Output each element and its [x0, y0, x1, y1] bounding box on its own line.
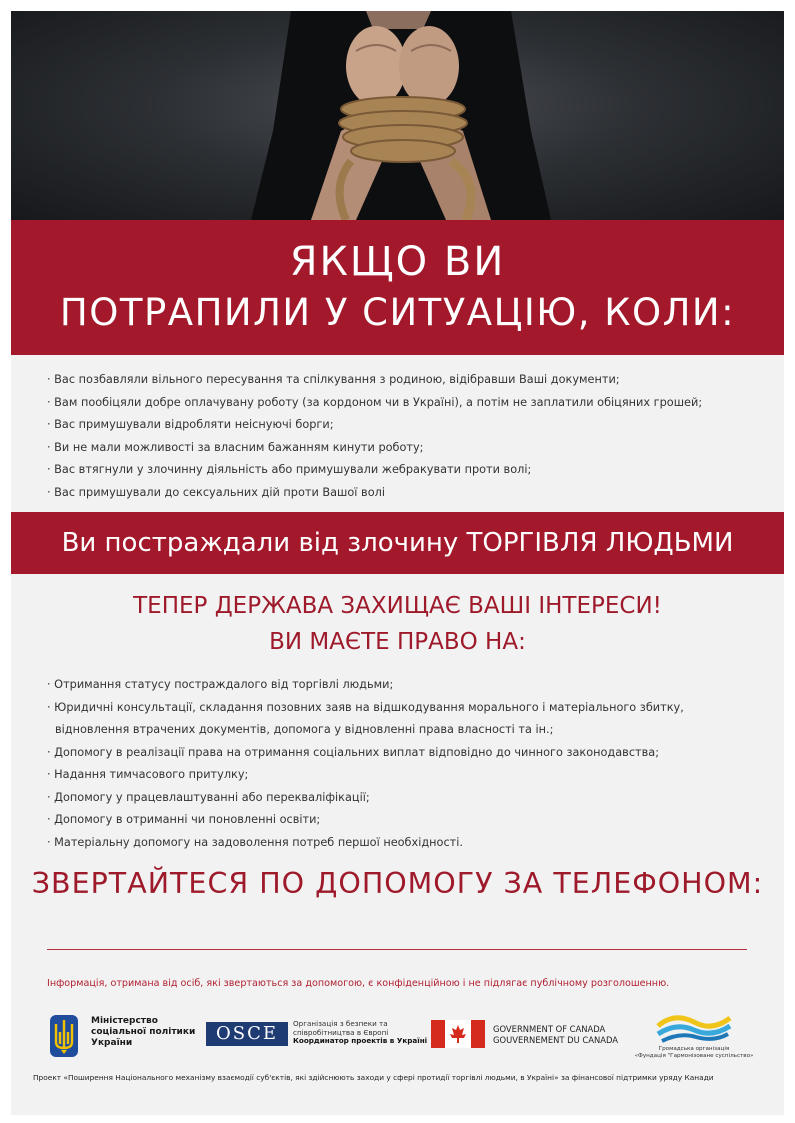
confidentiality-note: Інформація, отримана від осіб, які звертаються за допомогою, є конфіденційною і не підлягає публічному розголошенню.	[47, 978, 670, 989]
list-item: відновлення втрачених документів, допомога у відновленні права власності та ін.;	[55, 723, 554, 736]
harmony-text-2: «Фундація "Гармонізоване суспільство»	[634, 1053, 754, 1059]
call-for-help-heading: ЗВЕРТАЙТЕСЯ ПО ДОПОМОГУ ЗА ТЕЛЕФОНОМ:	[31, 867, 764, 900]
osce-text-1: Організація з безпеки та	[293, 1019, 388, 1028]
list-item: · Вас втягнули у злочинну діяльність або примушували жебракувати проти волі;	[47, 463, 532, 476]
poster	[11, 11, 784, 1115]
trafficking-banner: Ви постраждали від злочину ТОРГІВЛЯ ЛЮДЬМИ	[11, 512, 784, 574]
osce-text-2: співробітництва в Європі	[293, 1027, 389, 1037]
waves-icon	[654, 1010, 734, 1044]
header-banner	[11, 220, 784, 355]
project-footer: Проект «Поширення Національного механізму взаємодії суб'єктів, які здійснюють заходи у сфері протидії торгівлі людьми, в Україні» за фінансової підтримки уряду Канади	[33, 1073, 714, 1082]
state-protects-heading: ТЕПЕР ДЕРЖАВА ЗАХИЩАЄ ВАШІ ІНТЕРЕСИ!	[133, 593, 662, 619]
list-item: · Допомогу у працевлаштуванні або перекваліфікації;	[47, 790, 370, 804]
list-item: · Вас примушували до сексуальних дій проти Вашої волі	[47, 485, 385, 499]
list-item: · Матеріальну допомогу на задоволення потреб першої необхідності.	[47, 835, 463, 849]
osce-logo	[206, 1020, 426, 1052]
canada-text-en: GOVERNMENT OF CANADA	[493, 1024, 606, 1034]
ministry-name-3: України	[91, 1038, 133, 1048]
list-item: · Надання тимчасового притулку;	[47, 768, 249, 781]
ministry-name-1: Міністерство	[91, 1016, 158, 1026]
osce-mark: OSCE	[206, 1022, 288, 1046]
list-item: · Допомогу в реалізації права на отримання соціальних виплат відповідно до чинного законодавства;	[47, 745, 660, 759]
osce-text-3: Координатор проектів в Україні	[293, 1036, 428, 1045]
trident-icon	[49, 1014, 79, 1058]
rights-heading: ВИ МАЄТЕ ПРАВО НА:	[269, 629, 526, 655]
rights-list	[47, 674, 684, 854]
header-line-2: ПОТРАПИЛИ У СИТУАЦІЮ, КОЛИ:	[59, 291, 736, 334]
list-item: · Юридичні консультації, складання позовних заяв на відшкодування морального і матеріального збитку,	[47, 700, 684, 714]
ministry-name-2: соціальної політики	[91, 1027, 196, 1037]
harmony-text-1: Громадська організація	[658, 1046, 730, 1052]
header-line-1: ЯКЩО ВИ	[289, 239, 506, 285]
list-item: · Ви не мали можливості за власним бажанням кинути роботу;	[47, 440, 424, 454]
list-item: · Вас позбавляли вільного пересування та спілкування з родиною, відібравши Ваші документи;	[47, 373, 620, 386]
canada-logo	[431, 1018, 631, 1050]
partner-logos	[11, 1006, 784, 1066]
canada-text-fr: GOUVERNEMENT DU CANADA	[493, 1035, 619, 1045]
canada-flag-icon	[431, 1020, 485, 1048]
phone-number-line	[47, 949, 747, 950]
list-item: · Допомогу в отриманні чи поновленні освіти;	[47, 813, 321, 826]
list-item: · Вам пообіцяли добре оплачувану роботу (за кордоном чи в Україні), а потім не заплатили обіцяних грошей;	[47, 395, 703, 409]
situations-list	[47, 369, 702, 504]
harmony-foundation-logo	[629, 1010, 759, 1064]
list-item: · Вас примушували відробляти неіснуючі борги;	[47, 418, 334, 431]
ministry-logo	[49, 1014, 199, 1058]
list-item: · Отримання статусу постраждалого від торгівлі людьми;	[47, 678, 394, 691]
hero-photo-bound-hands	[11, 11, 784, 220]
